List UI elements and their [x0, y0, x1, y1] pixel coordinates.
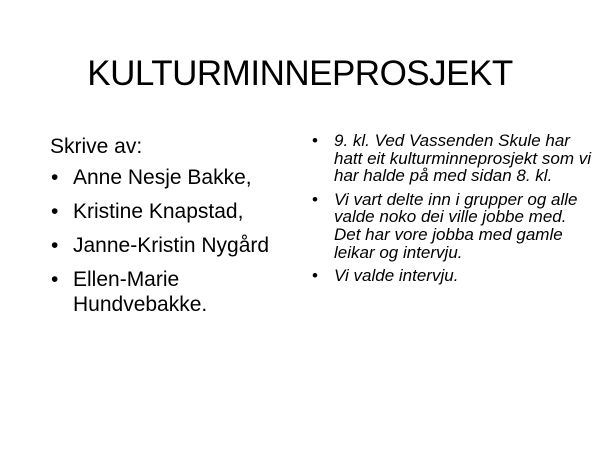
author-item: • Janne-Kristin Nygård [50, 233, 300, 258]
authors-intro: Skrive av: [50, 135, 143, 158]
slide-title: KULTURMINNEPROSJEKT [87, 54, 513, 93]
description-list [310, 132, 595, 285]
description-point: • Vi vart delte inn i grupper og alle valde noko dei ville jobbe med. Det har vore jobba med gamle leikar og intervju. [310, 191, 595, 261]
description-point: • 9. kl. Ved Vassenden Skule har hatt eit kulturminneprosjekt som vi har halde på med sidan 8. kl. [310, 132, 595, 185]
authors-list [50, 165, 300, 317]
authors-column [50, 132, 300, 326]
description-column [310, 132, 595, 291]
author-item: • Kristine Knapstad, [50, 199, 300, 224]
author-item: • Ellen-Marie Hundvebakke. [50, 267, 300, 317]
author-item: • Anne Nesje Bakke, [50, 165, 300, 190]
description-point: • Vi valde intervju. [310, 267, 595, 285]
